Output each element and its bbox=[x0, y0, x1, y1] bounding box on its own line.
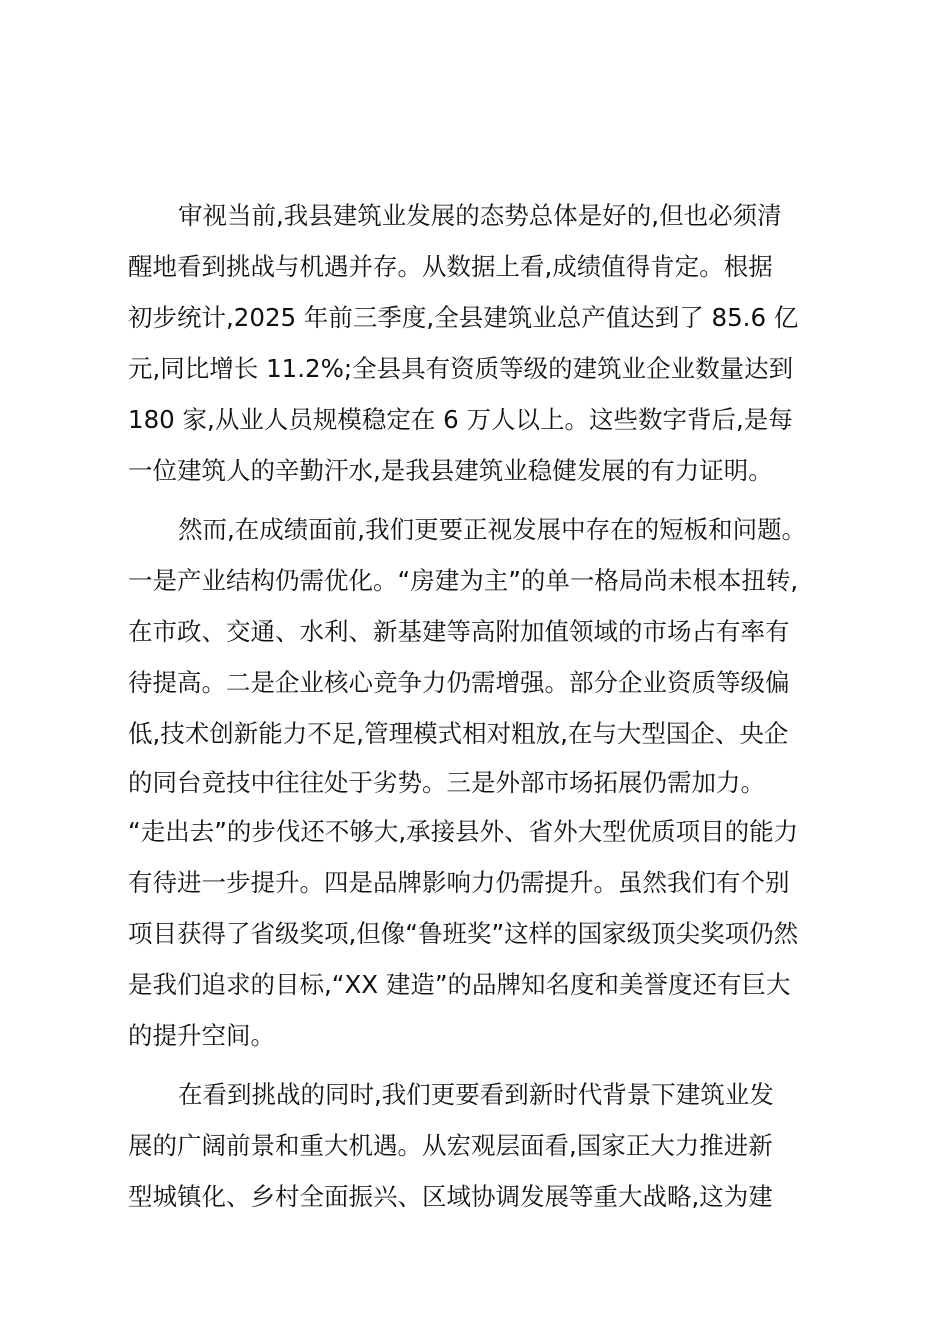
paragraph-line: 的同台竞技中往往处于劣势。三是外部市场拓展仍需加力。 bbox=[128, 768, 765, 797]
paragraph-line: 展的广阔前景和重大机遇。从宏观层面看,国家正大力推进新 bbox=[128, 1131, 773, 1160]
paragraph-line: 有待进一步提升。四是品牌影响力仍需提升。虽然我们有个别 bbox=[128, 868, 790, 897]
paragraph-1 bbox=[128, 190, 828, 496]
paragraph-line: 然而,在成绩面前,我们更要正视发展中存在的短板和问题。 bbox=[178, 515, 807, 544]
paragraph-line: 的提升空间。 bbox=[128, 1021, 275, 1050]
paragraph-line: 待提高。二是企业核心竞争力仍需增强。部分企业资质等级偏 bbox=[128, 668, 790, 697]
paragraph-3 bbox=[128, 1069, 828, 1222]
document-body bbox=[128, 190, 828, 1222]
paragraph-spacer bbox=[128, 496, 828, 504]
paragraph-line: 180 家,从业人员规模稳定在 6 万人以上。这些数字背后,是每 bbox=[128, 405, 793, 434]
paragraph-line: 项目获得了省级奖项,但像“鲁班奖”这样的国家级顶尖奖项仍然 bbox=[128, 919, 799, 948]
paragraph-line: 型城镇化、乡村全面振兴、区域协调发展等重大战略,这为建 bbox=[128, 1182, 773, 1211]
paragraph-line: 一位建筑人的辛勤汗水,是我县建筑业稳健发展的有力证明。 bbox=[128, 456, 773, 485]
paragraph-line: 低,技术创新能力不足,管理模式相对粗放,在与大型国企、央企 bbox=[128, 719, 789, 748]
paragraph-line: “走出去”的步伐还不够大,承接县外、省外大型优质项目的能力 bbox=[128, 817, 799, 846]
paragraph-line: 审视当前,我县建筑业发展的态势总体是好的,但也必须清 bbox=[178, 201, 782, 230]
paragraph-line: 在看到挑战的同时,我们更要看到新时代背景下建筑业发 bbox=[178, 1080, 774, 1109]
paragraph-line: 初步统计,2025 年前三季度,全县建筑业总产值达到了 85.6 亿 bbox=[128, 303, 799, 332]
paragraph-spacer bbox=[128, 1061, 828, 1069]
paragraph-line: 醒地看到挑战与机遇并存。从数据上看,成绩值得肯定。根据 bbox=[128, 252, 773, 281]
paragraph-line: 一是产业结构仍需优化。“房建为主”的单一格局尚未根本扭转, bbox=[128, 566, 799, 595]
paragraph-line: 元,同比增长 11.2%;全县具有资质等级的建筑业企业数量达到 bbox=[128, 354, 794, 383]
paragraph-2 bbox=[128, 504, 828, 1061]
paragraph-line: 是我们追求的目标,“XX 建造”的品牌知名度和美誉度还有巨大 bbox=[128, 970, 791, 999]
paragraph-line: 在市政、交通、水利、新基建等高附加值领域的市场占有率有 bbox=[128, 617, 790, 646]
